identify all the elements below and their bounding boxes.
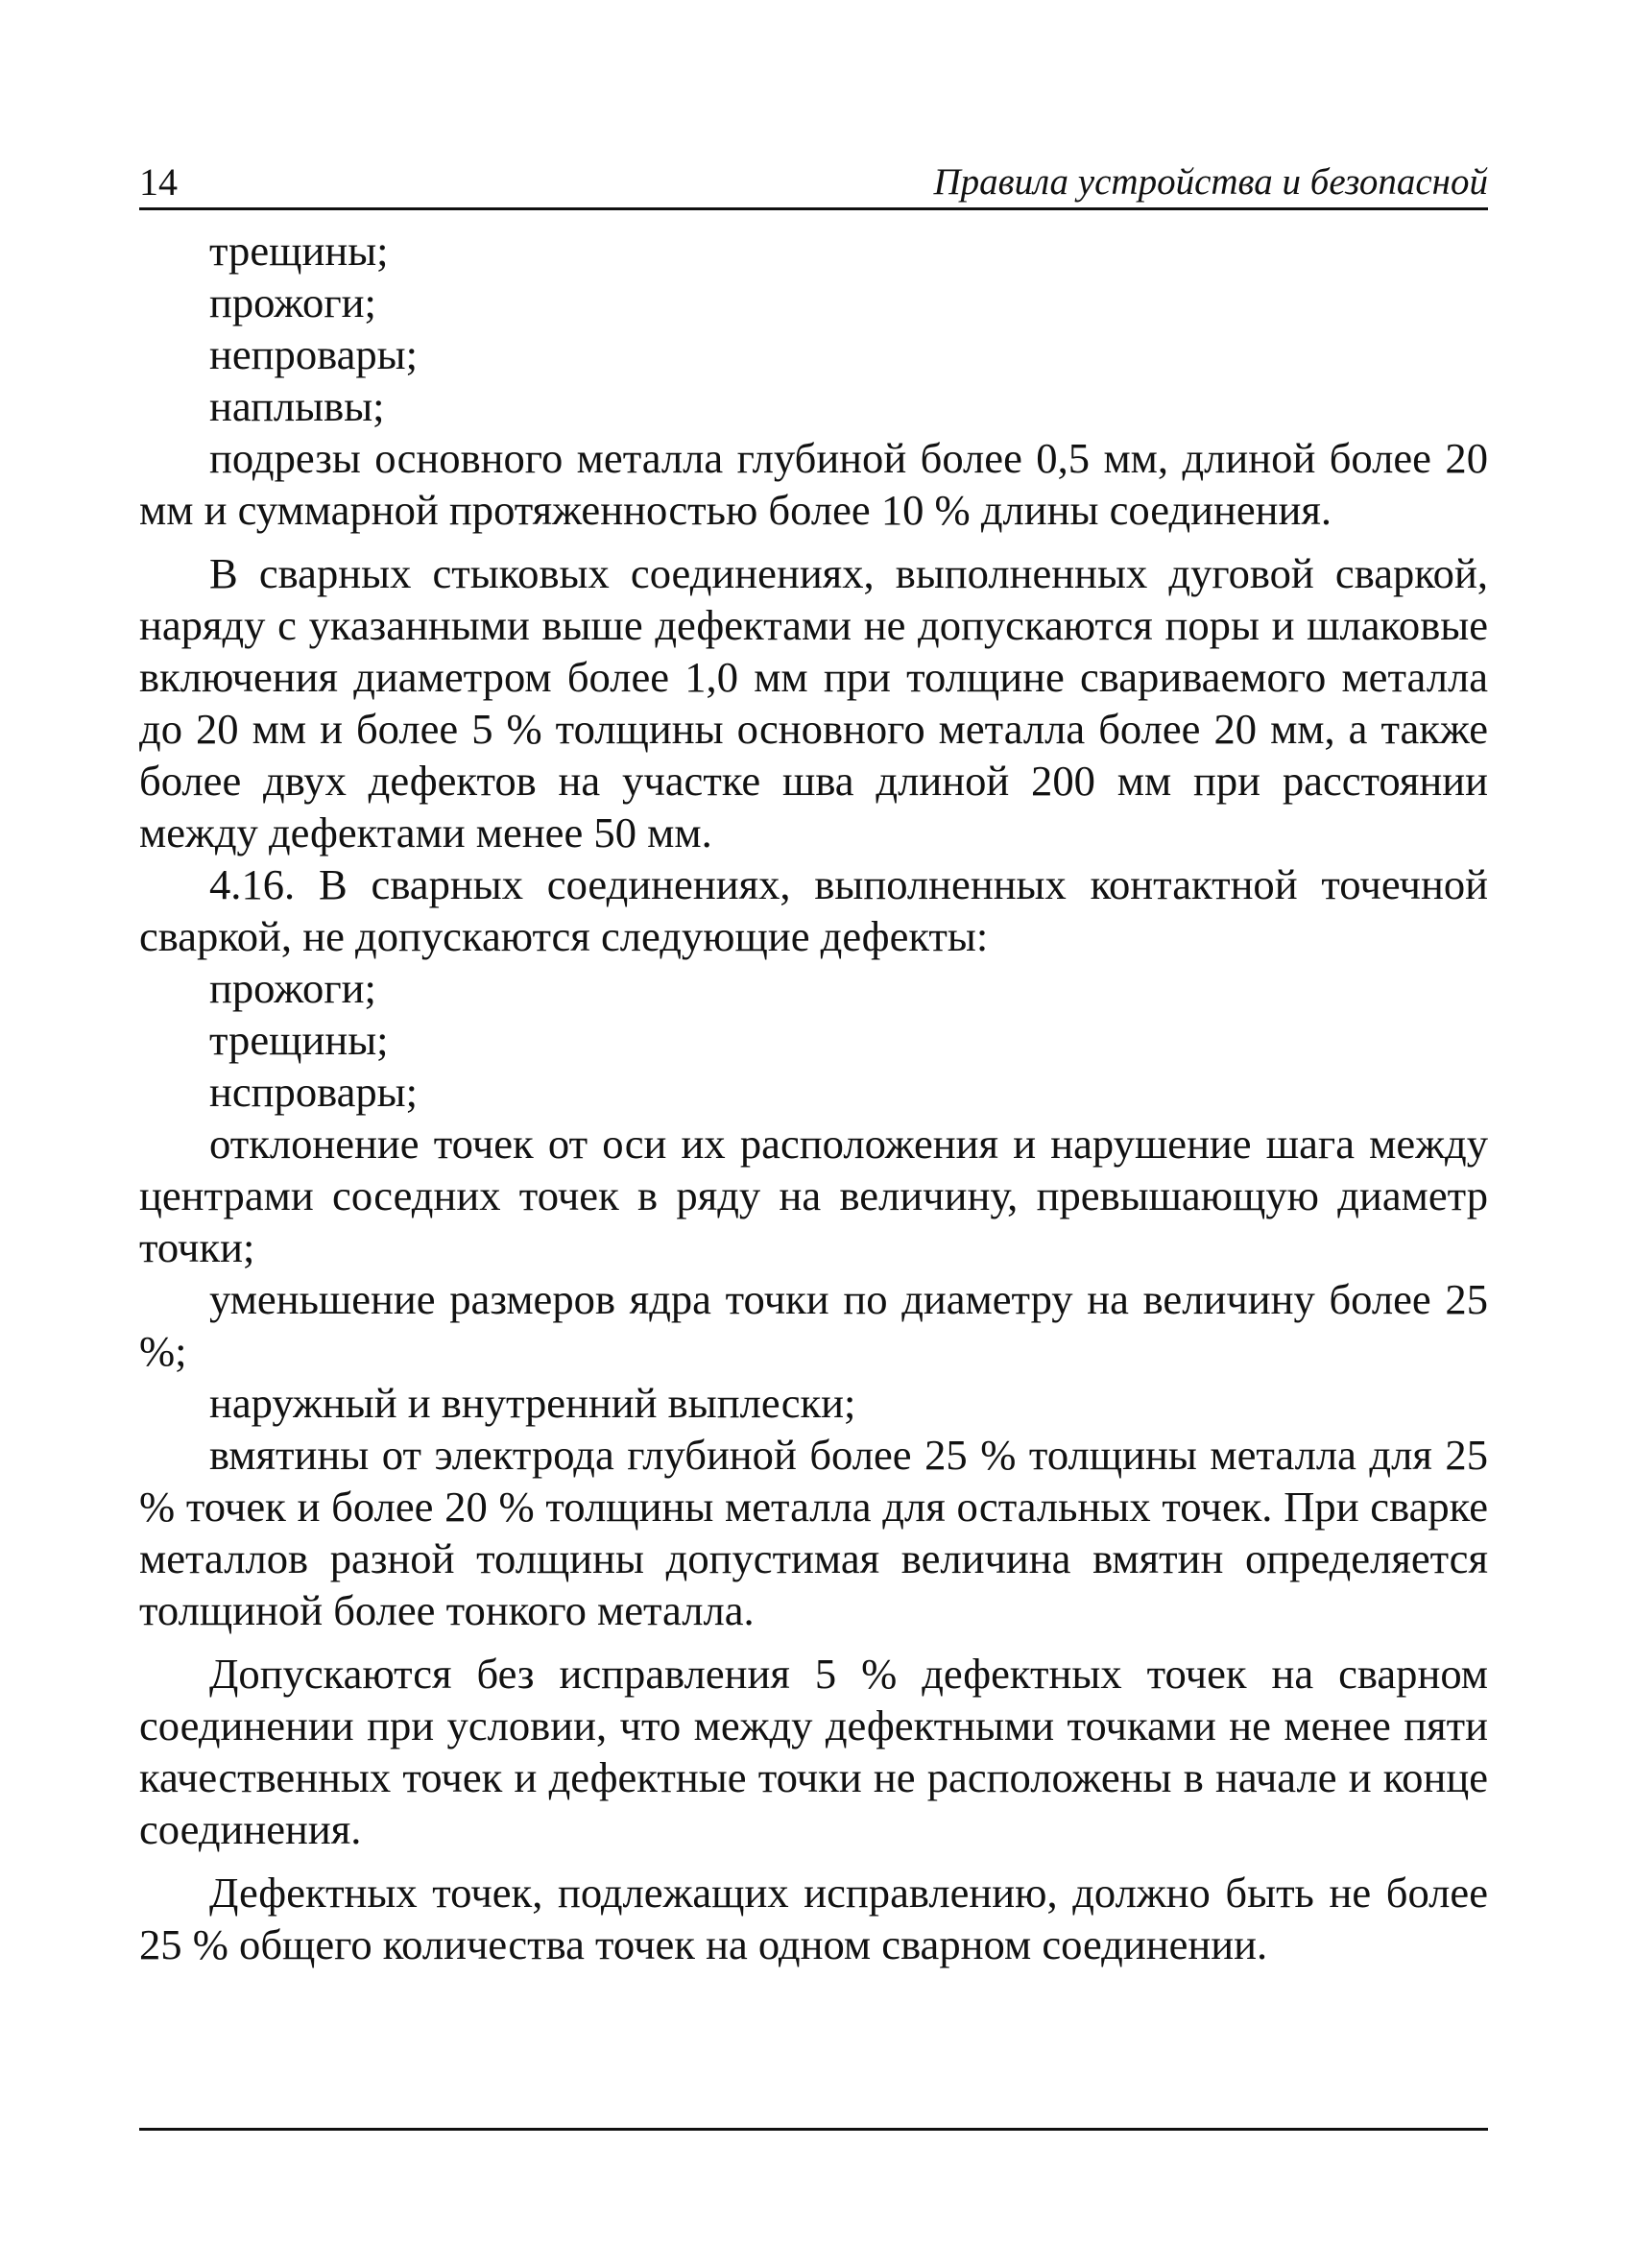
paragraph-section-4-16: 4.16. В сварных соединениях, выполненных контактной точечной сваркой, не допускаются следующие дефекты: — [139, 860, 1488, 960]
list-item-splashes: наружный и внутренний выплески; — [209, 1379, 856, 1427]
body-text — [139, 225, 1488, 1970]
list-item-overlaps: наплывы; — [209, 382, 385, 430]
paragraph-butt-joints: В сварных стыковых соединениях, выполненных дуговой сваркой, наряду с указанными выше дефектами не допускаются поры и шлаковые включения диаметром более 1,0 мм при толщине свариваемого металла до 20 мм и более 5 % толщины основного металла более 20 мм, а также более двух дефектов на участке шва длиной 200 мм при расстоянии между дефектами менее 50 мм. — [139, 549, 1488, 857]
list-item-lack-of-fusion: непровары; — [209, 330, 419, 378]
list-item-burn-through-2: прожоги; — [209, 964, 376, 1012]
list-item-undercuts: подрезы основного металла глубиной более 0,5 мм, длиной более 20 мм и суммарной протяженностью более 10 % длины соединения. — [139, 434, 1488, 534]
list-item-cracks: трещины; — [209, 227, 389, 275]
footer-rule — [139, 2128, 1488, 2131]
list-item-point-deviation: отклонение точек от оси их расположения и нарушение шага между центрами соседних точек в ряду на величину, превышающую диаметр точки; — [139, 1120, 1488, 1271]
running-title: Правила устройства и безопасной — [933, 161, 1488, 203]
list-item-lack-of-fusion-2: нспровары; — [209, 1068, 419, 1116]
paragraph-defect-limit: Дефектных точек, подлежащих исправлению, должно быть не более 25 % общего количества точек на одном сварном соединении. — [139, 1869, 1488, 1968]
running-header — [139, 157, 1488, 210]
list-item-burn-through: прожоги; — [209, 278, 376, 326]
list-item-core-size-reduction: уменьшение размеров ядра точки по диаметру на величину более 25 %; — [139, 1275, 1488, 1375]
list-item-cracks-2: трещины; — [209, 1016, 389, 1064]
list-item-dents: вмятины от электрода глубиной более 25 % толщины металла для 25 % точек и более 20 % толщины металла для остальных точек. При сварке металлов разной толщины допустимая величина вмятин определяется толщиной более тонкого металла. — [139, 1431, 1488, 1634]
paragraph-allowed-defects: Допускаются без исправления 5 % дефектных точек на сварном соединении при условии, что между дефектными точками не менее пяти качественных точек и дефектные точки не расположены в начале и конце соединения. — [139, 1650, 1488, 1853]
page-number: 14 — [139, 160, 178, 204]
